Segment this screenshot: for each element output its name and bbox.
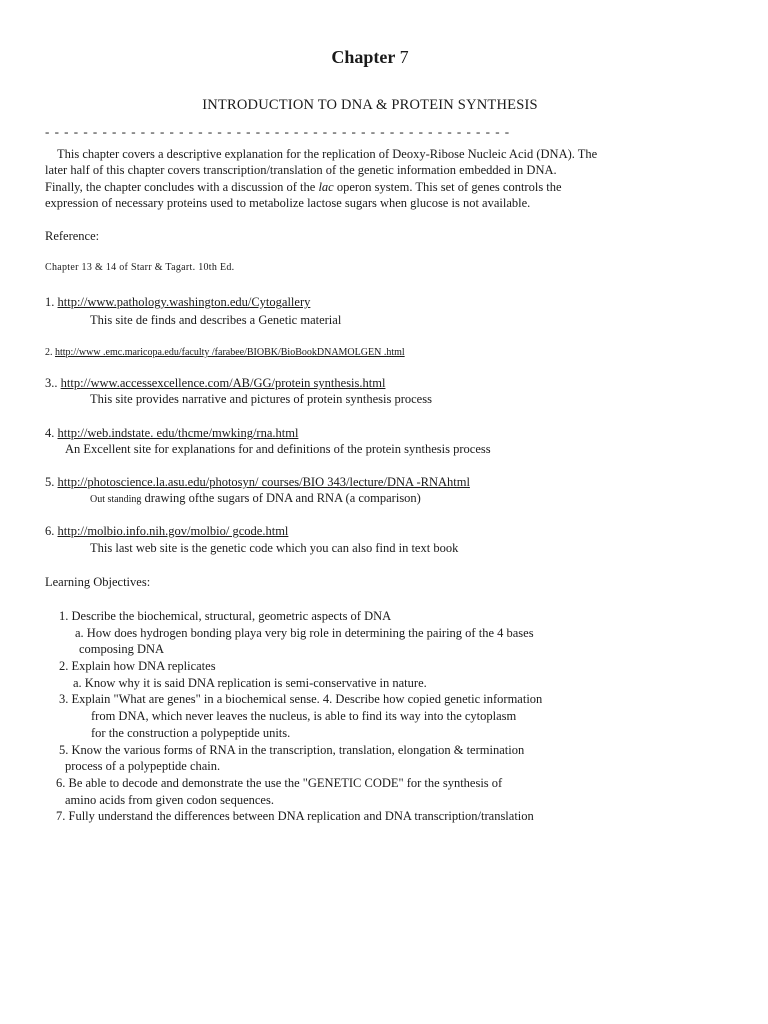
lac-italic: lac <box>318 180 334 194</box>
link-url[interactable]: http://molbio.info.nih.gov/molbio/ gcode.html <box>57 524 289 538</box>
link-item-1 <box>45 294 310 311</box>
link-item-3 <box>45 375 385 392</box>
link-number: 6. <box>45 524 58 538</box>
link-item-5 <box>45 474 470 491</box>
intro-line-3-before: Finally, the chapter concludes with a discussion of the <box>45 180 319 194</box>
link-description: This site provides narrative and pictures of protein synthesis process <box>90 392 432 406</box>
link-description-small: Out standing <box>90 494 142 505</box>
objective-line: a. Know why it is said DNA replication is semi-conservative in nature. <box>73 676 427 690</box>
link-number: 5. <box>45 475 58 489</box>
objective-line: 2. Explain how DNA replicates <box>59 659 216 673</box>
chapter-word: Chapter <box>331 47 396 67</box>
link-item-2 <box>45 347 405 358</box>
intro-line-3 <box>45 179 562 196</box>
link-description: An Excellent site for explanations for and definitions of the protein synthesis process <box>65 442 491 456</box>
intro-line-1: This chapter covers a descriptive explanation for the replication of Deoxy-Ribose Nucleic Acid (DNA). The <box>57 147 598 161</box>
objective-line: 7. Fully understand the differences between DNA replication and DNA transcription/translation <box>56 809 534 823</box>
intro-line-2: later half of this chapter covers transcription/translation of the genetic information embedded in DNA. <box>45 163 557 177</box>
objective-line: 6. Be able to decode and demonstrate the use the "GENETIC CODE" for the synthesis of <box>56 776 503 790</box>
objective-line: 3. Explain "What are genes" in a biochemical sense. 4. Describe how copied genetic information <box>59 692 543 706</box>
link-url[interactable]: http://www.pathology.washington.edu/Cytogallery <box>57 295 311 309</box>
link-number: 4. <box>45 426 58 440</box>
link-description <box>90 490 421 509</box>
reference-text: Chapter 13 & 14 of Starr & Tagart. 10th Ed. <box>45 262 235 273</box>
chapter-title <box>0 47 740 68</box>
link-description: This site de finds and describes a Genetic material <box>90 313 342 327</box>
link-url[interactable]: http://web.indstate. edu/thcme/mwking/rna.html <box>57 426 299 440</box>
objectives-label: Learning Objectives: <box>45 575 151 589</box>
link-number: 2. <box>45 347 55 358</box>
link-url[interactable]: http://www.accessexcellence.com/AB/GG/protein synthesis.html <box>60 376 386 390</box>
link-description: This last web site is the genetic code which you can also find in text book <box>90 541 459 555</box>
link-description-rest: drawing ofthe sugars of DNA and RNA (a comparison) <box>141 491 421 505</box>
link-item-4 <box>45 425 298 442</box>
link-number: 1. <box>45 295 58 309</box>
link-url[interactable]: http://www .emc.maricopa.edu/faculty /farabee/BIOBK/BioBookDNAMOLGEN .html <box>55 347 405 358</box>
objective-line: a. How does hydrogen bonding playa very big role in determining the pairing of the 4 bases <box>75 626 534 640</box>
objective-line: from DNA, which never leaves the nucleus, is able to find its way into the cytoplasm <box>91 709 517 723</box>
reference-label: Reference: <box>45 229 100 243</box>
objective-line: 5. Know the various forms of RNA in the transcription, translation, elongation & termination <box>59 743 525 757</box>
link-number: 3.. <box>45 376 61 390</box>
objective-line: for the construction a polypeptide units. <box>91 726 291 740</box>
chapter-number: 7 <box>399 47 409 67</box>
link-item-6 <box>45 523 288 540</box>
separator-line: - - - - - - - - - - - - - - - - - - - - - - - - - - - - - - - - - - - - - - - - - - - - - - - - - <box>45 124 511 139</box>
intro-line-3-after: operon system. This set of genes controls the <box>333 180 562 194</box>
intro-line-4: expression of necessary proteins used to metabolize lactose sugars when glucose is not available. <box>45 196 531 210</box>
objective-line: composing DNA <box>79 642 165 656</box>
link-url[interactable]: http://photoscience.la.asu.edu/photosyn/ courses/BIO 343/lecture/DNA -RNAhtml <box>57 475 470 489</box>
objective-line: 1. Describe the biochemical, structural, geometric aspects of DNA <box>59 609 392 623</box>
objective-line: amino acids from given codon sequences. <box>65 793 274 807</box>
document-title: INTRODUCTION TO DNA & PROTEIN SYNTHESIS <box>202 97 538 113</box>
objective-line: process of a polypeptide chain. <box>65 759 221 773</box>
